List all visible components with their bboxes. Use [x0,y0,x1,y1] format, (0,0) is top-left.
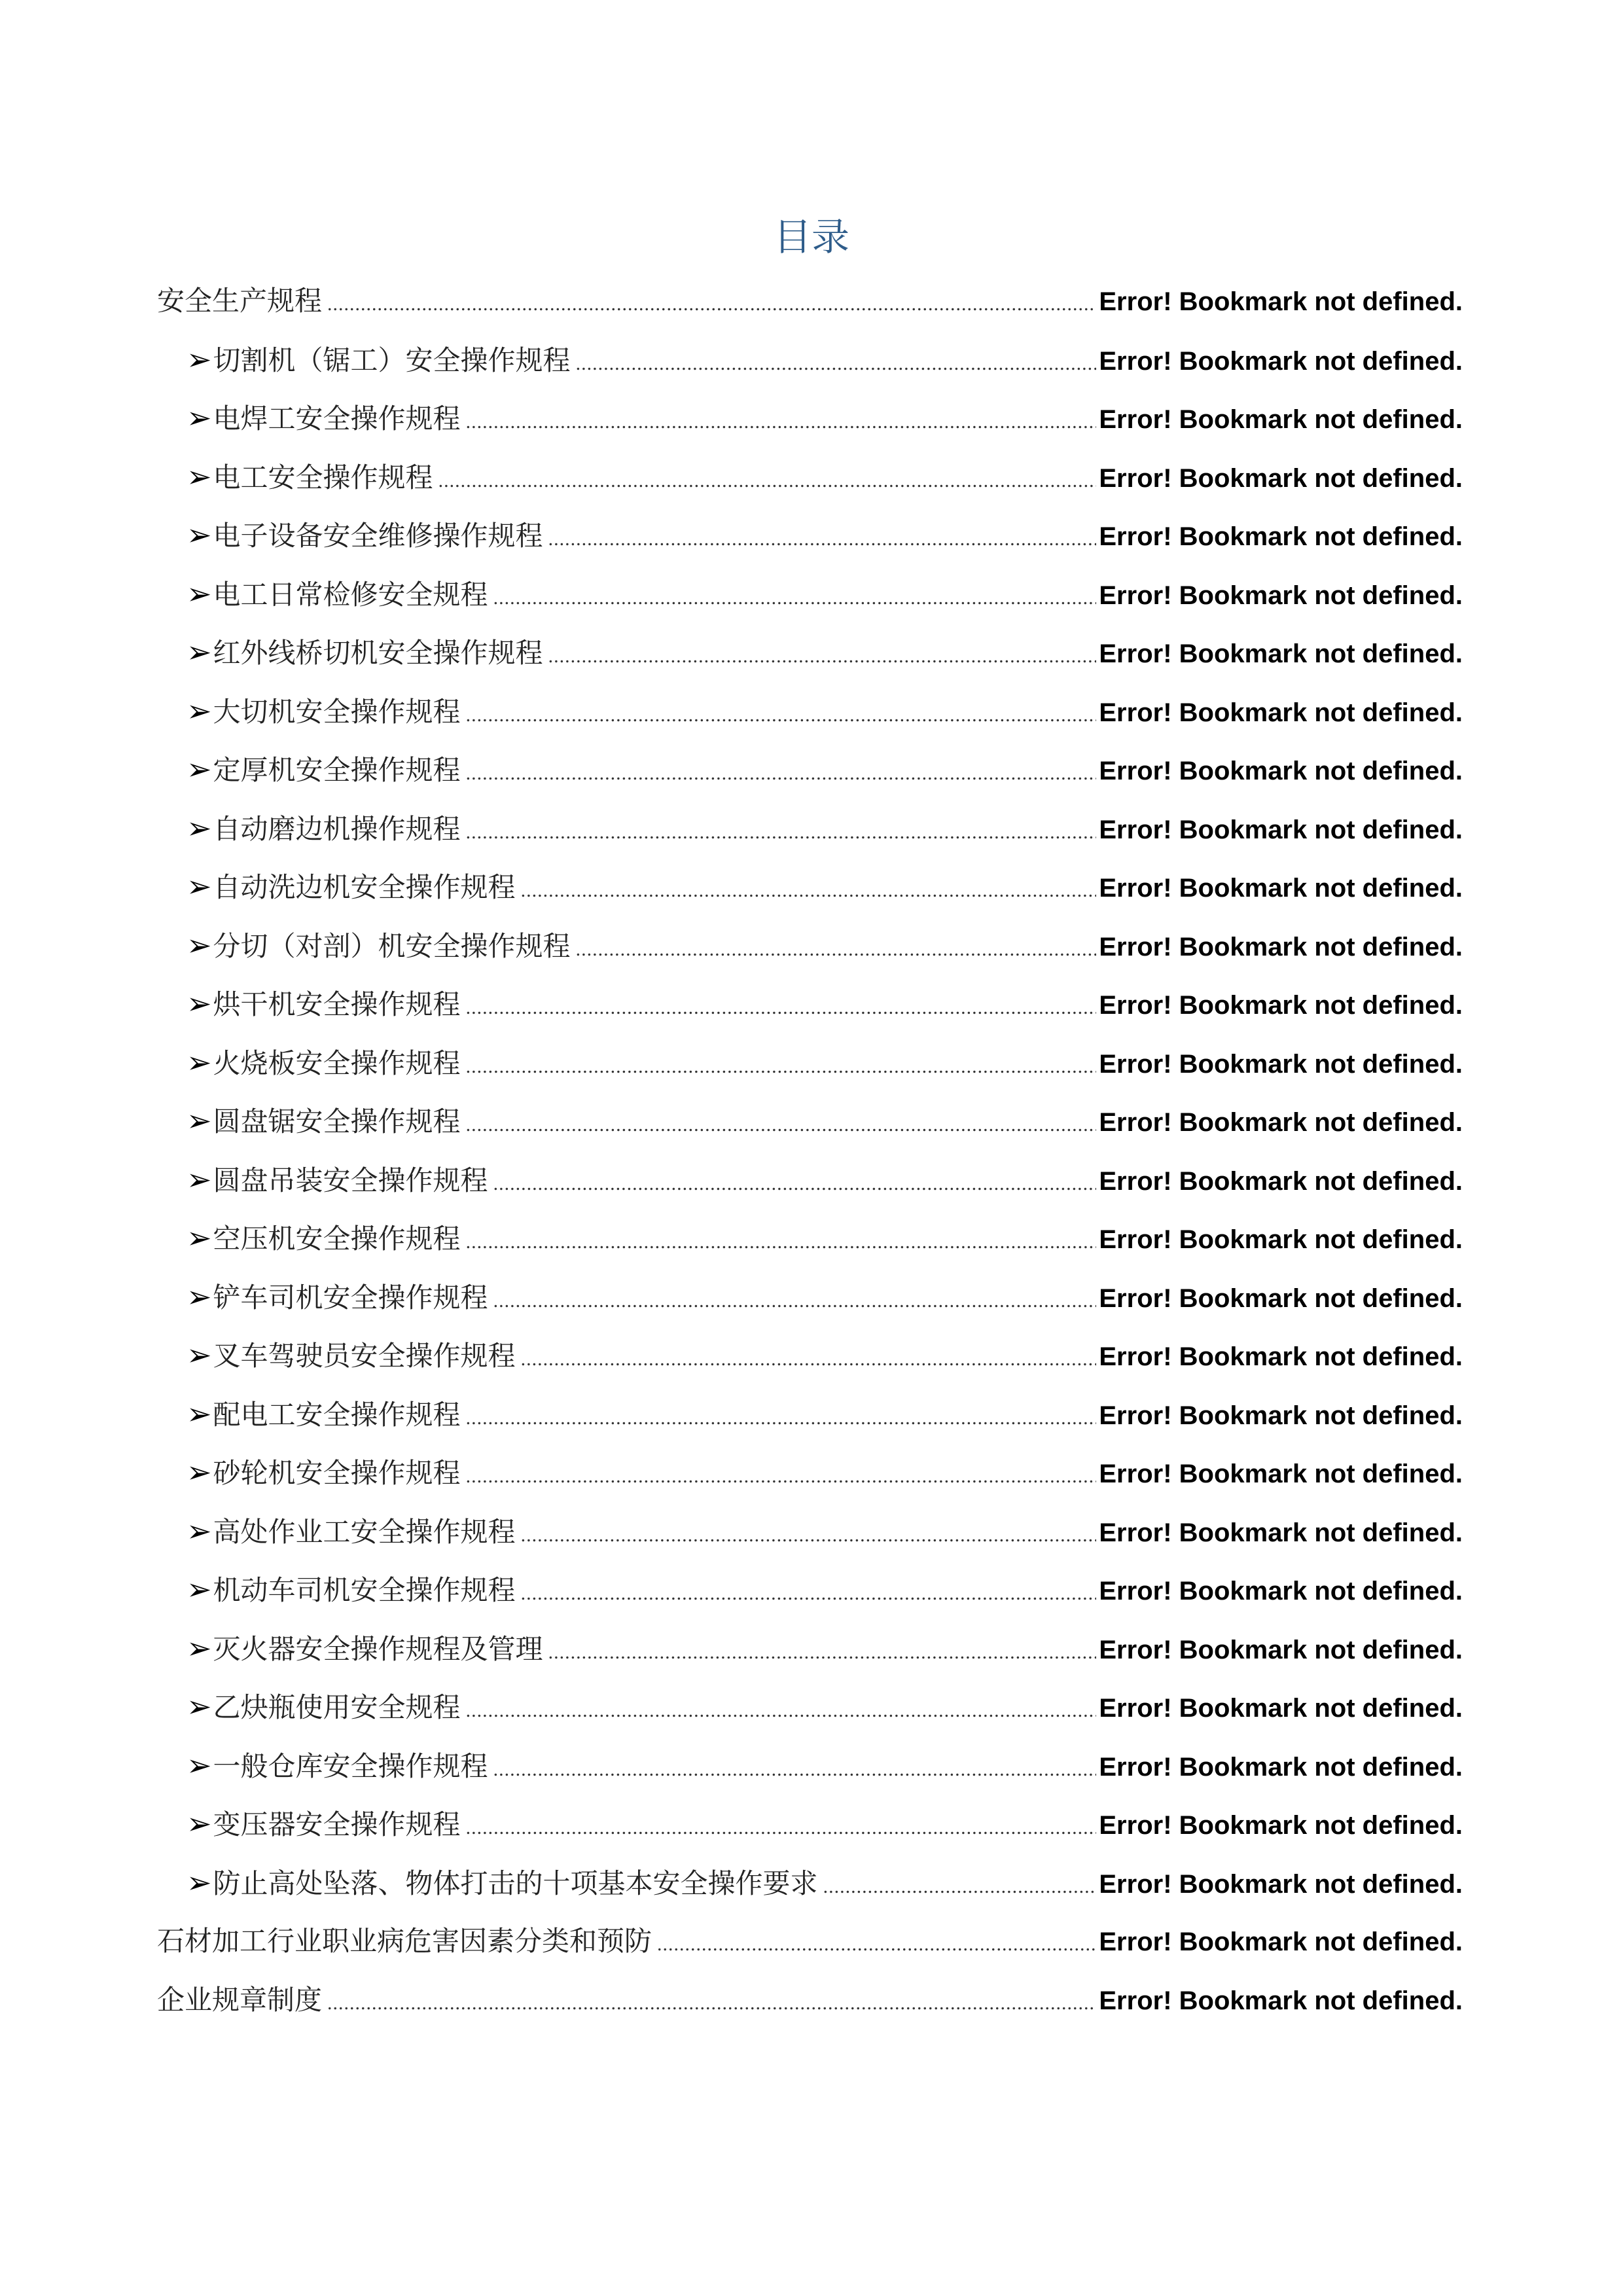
arrow-bullet-icon: ➢ [187,1630,212,1666]
toc-page-reference: Error! Bookmark not defined. [1099,1049,1463,1079]
toc-page-reference: Error! Bookmark not defined. [1099,874,1463,903]
toc-entry-section[interactable] [157,565,1463,624]
arrow-bullet-icon: ➢ [187,517,212,552]
toc-entry-text: 砂轮机安全操作规程 [213,1457,461,1489]
dot-leader [466,1096,1097,1155]
toc-page-reference: Error! Bookmark not defined. [1099,522,1463,551]
arrow-bullet-icon: ➢ [187,1337,212,1372]
toc-entry-section[interactable] [157,1502,1463,1561]
arrow-bullet-icon: ➢ [187,634,212,670]
toc-entry-text: 火烧板安全操作规程 [213,1047,461,1079]
toc-entry-text: 石材加工行业职业病危害因素分类和预防 [157,1925,652,1957]
arrow-bullet-icon: ➢ [187,810,212,846]
arrow-bullet-icon: ➢ [187,1747,212,1783]
toc-entry-text: 机动车司机安全操作规程 [213,1574,516,1606]
toc-entry-section[interactable] [157,1385,1463,1444]
toc-page-reference: Error! Bookmark not defined. [1099,405,1463,434]
toc-entry-text: 大切机安全操作规程 [213,695,461,728]
arrow-bullet-icon: ➢ [187,869,212,904]
toc-entry-section[interactable] [157,799,1463,858]
toc-page-reference: Error! Bookmark not defined. [1099,757,1463,785]
toc-list [157,272,1463,2029]
arrow-bullet-icon: ➢ [187,458,212,494]
arrow-bullet-icon: ➢ [187,1689,212,1724]
toc-entry-text: 电子设备安全维修操作规程 [213,520,543,552]
dot-leader [493,1272,1097,1331]
dot-leader [466,1447,1097,1506]
arrow-bullet-icon: ➢ [187,1513,212,1549]
toc-page-reference: Error! Bookmark not defined. [1099,1694,1463,1723]
toc-page-reference: Error! Bookmark not defined. [1099,1225,1463,1254]
toc-entry-text: 企业规章制度 [157,1983,323,2016]
arrow-bullet-icon: ➢ [187,1864,212,1900]
toc-page-reference: Error! Bookmark not defined. [1099,581,1463,610]
toc-page-reference: Error! Bookmark not defined. [1099,1166,1463,1196]
dot-leader [466,744,1097,803]
toc-page-reference: Error! Bookmark not defined. [1099,698,1463,727]
toc-page-reference: Error! Bookmark not defined. [1099,932,1463,961]
toc-page-reference: Error! Bookmark not defined. [1099,463,1463,493]
toc-entry-section[interactable] [157,1092,1463,1151]
toc-entry-section[interactable] [157,857,1463,916]
dot-leader [823,1857,1097,1916]
toc-entry-section[interactable] [157,1619,1463,1678]
dot-leader [548,1623,1097,1682]
toc-page-reference: Error! Bookmark not defined. [1099,815,1463,844]
dot-leader [576,920,1097,979]
toc-page-reference: Error! Bookmark not defined. [1099,1869,1463,1899]
toc-entry-text: 分切（对剖）机安全操作规程 [213,929,571,962]
arrow-bullet-icon: ➢ [187,1454,212,1490]
toc-page-reference: Error! Bookmark not defined. [1099,639,1463,668]
toc-entry-text: 安全生产规程 [157,285,323,317]
toc-page-reference: Error! Bookmark not defined. [1099,1928,1463,1956]
dot-leader [327,275,1096,334]
toc-entry-section[interactable] [157,1854,1463,1912]
toc-entry-chapter[interactable] [157,1912,1463,1971]
toc-entry-text: 乙炔瓶使用安全规程 [213,1691,461,1723]
arrow-bullet-icon: ➢ [187,1571,212,1607]
arrow-bullet-icon: ➢ [187,1220,212,1255]
dot-leader [466,686,1097,745]
toc-page-reference: Error! Bookmark not defined. [1099,1518,1463,1547]
dot-leader [466,1037,1097,1096]
dot-leader [466,1681,1097,1740]
toc-page-reference: Error! Bookmark not defined. [1099,1577,1463,1605]
toc-entry-text: 自动磨边机操作规程 [213,812,461,845]
dot-leader [466,1799,1097,1857]
toc-title: 目录 [773,215,849,259]
dot-leader [466,1389,1097,1448]
toc-page-reference: Error! Bookmark not defined. [1099,346,1463,376]
toc-entry-chapter[interactable] [157,1971,1463,2030]
toc-entry-text: 切割机（锯工）安全操作规程 [213,344,571,376]
toc-entry-section[interactable] [157,331,1463,389]
dot-leader [521,1330,1097,1389]
toc-entry-section[interactable] [157,389,1463,448]
toc-page-reference: Error! Bookmark not defined. [1099,1986,1463,2015]
toc-page-reference: Error! Bookmark not defined. [1099,1401,1463,1430]
arrow-bullet-icon: ➢ [187,341,212,377]
toc-entry-text: 自动洗边机安全操作规程 [213,871,516,903]
dot-leader [493,1740,1097,1799]
toc-page-reference: Error! Bookmark not defined. [1099,1460,1463,1488]
toc-page-reference: Error! Bookmark not defined. [1099,1283,1463,1313]
arrow-bullet-icon: ➢ [187,1103,212,1138]
toc-entry-text: 防止高处坠落、物体打击的十项基本安全操作要求 [213,1867,818,1899]
toc-page-reference: Error! Bookmark not defined. [1099,287,1463,316]
dot-leader [521,1564,1097,1623]
toc-page-reference: Error! Bookmark not defined. [1099,1752,1463,1782]
dot-leader [466,978,1097,1037]
toc-entry-section[interactable] [157,1268,1463,1327]
toc-page-reference: Error! Bookmark not defined. [1099,1635,1463,1664]
toc-page-reference: Error! Bookmark not defined. [1099,1108,1463,1137]
toc-entry-text: 高处作业工安全操作规程 [213,1515,516,1548]
toc-entry-text: 叉车驾驶员安全操作规程 [213,1340,516,1372]
toc-entry-section[interactable] [157,740,1463,799]
toc-entry-section[interactable] [157,623,1463,682]
toc-entry-section[interactable] [157,1326,1463,1385]
toc-page-reference: Error! Bookmark not defined. [1099,1342,1463,1371]
toc-entry-section[interactable] [157,1795,1463,1854]
toc-entry-text: 配电工安全操作规程 [213,1398,461,1431]
toc-entry-text: 空压机安全操作规程 [213,1223,461,1255]
arrow-bullet-icon: ➢ [187,1161,212,1197]
toc-entry-text: 变压器安全操作规程 [213,1808,461,1840]
arrow-bullet-icon: ➢ [187,927,212,963]
arrow-bullet-icon: ➢ [187,986,212,1021]
toc-entry-text: 圆盘锯安全操作规程 [213,1105,461,1138]
toc-entry-text: 定厚机安全操作规程 [213,754,461,786]
toc-page-reference: Error! Bookmark not defined. [1099,991,1463,1020]
toc-entry-text: 电焊工安全操作规程 [213,403,461,435]
toc-entry-section[interactable] [157,1151,1463,1210]
dot-leader [493,1155,1097,1213]
toc-entry-section[interactable] [157,1033,1463,1092]
dot-leader [548,510,1097,569]
dot-leader [521,1506,1097,1565]
toc-entry-section[interactable] [157,448,1463,507]
toc-entry-text: 红外线桥切机安全操作规程 [213,637,543,669]
toc-entry-section[interactable] [157,506,1463,565]
dot-leader [466,803,1097,862]
arrow-bullet-icon: ➢ [187,1044,212,1080]
dot-leader [657,1915,1096,1974]
toc-entry-section[interactable] [157,1736,1463,1795]
arrow-bullet-icon: ➢ [187,1395,212,1431]
toc-page-reference: Error! Bookmark not defined. [1099,1811,1463,1840]
toc-entry-chapter[interactable] [157,272,1463,331]
toc-entry-section[interactable] [157,682,1463,741]
toc-entry-text: 圆盘吊装安全操作规程 [213,1164,488,1196]
toc-entry-section[interactable] [157,1209,1463,1268]
arrow-bullet-icon: ➢ [187,1806,212,1841]
toc-entry-text: 铲车司机安全操作规程 [213,1281,488,1314]
arrow-bullet-icon: ➢ [187,751,212,787]
arrow-bullet-icon: ➢ [187,1278,212,1314]
toc-entry-section[interactable] [157,1443,1463,1502]
toc-entry-text: 灭火器安全操作规程及管理 [213,1632,543,1665]
dot-leader [521,861,1097,920]
dot-leader [548,627,1097,686]
arrow-bullet-icon: ➢ [187,400,212,435]
toc-entry-text: 电工日常检修安全规程 [213,578,488,611]
arrow-bullet-icon: ➢ [187,575,212,611]
toc-entry-text: 电工安全操作规程 [213,461,433,493]
dot-leader [438,452,1097,511]
dot-leader [466,1213,1097,1272]
dot-leader [327,1974,1096,2033]
toc-entry-section[interactable] [157,1677,1463,1736]
dot-leader [466,393,1097,452]
toc-entry-text: 烘干机安全操作规程 [213,988,461,1020]
toc-entry-section[interactable] [157,975,1463,1033]
toc-entry-section[interactable] [157,916,1463,975]
toc-entry-section[interactable] [157,1560,1463,1619]
arrow-bullet-icon: ➢ [187,692,212,728]
dot-leader [576,334,1097,393]
dot-leader [493,569,1097,628]
toc-entry-text: 一般仓库安全操作规程 [213,1749,488,1782]
